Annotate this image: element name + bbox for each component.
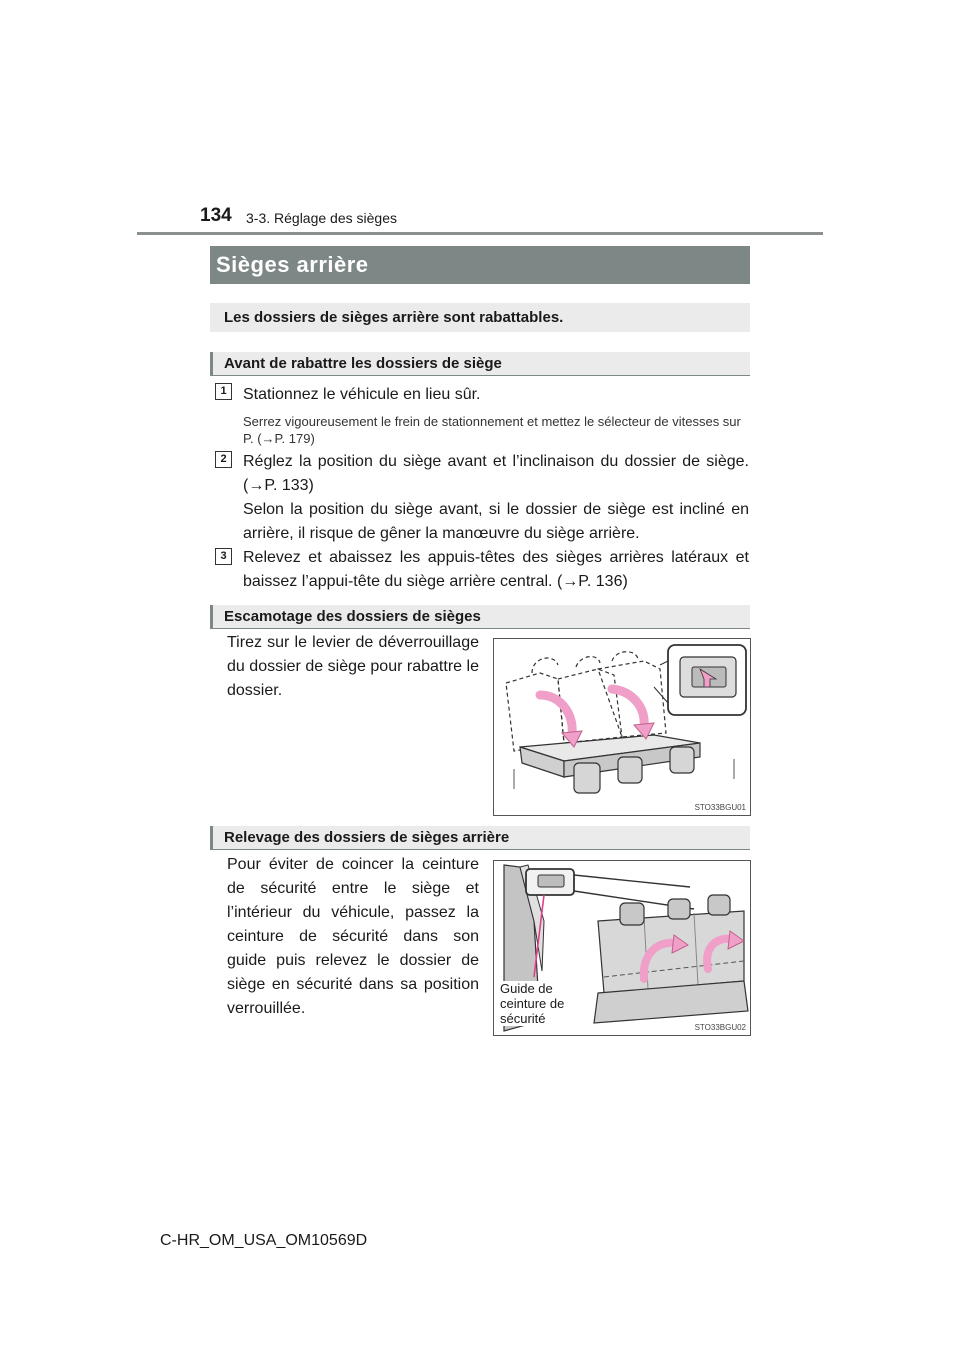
step-3-text: Relevez et abaissez les appuis-têtes des sièges arrières latéraux et baissez l’appui-tête du siège arrière central. (→P. 136) [243,549,749,590]
belt-guide-label: Guide de ceinture de sécurité [500,981,592,1026]
section-heading-before-folding: Avant de rabattre les dossiers de siège [210,352,750,376]
folding-seats-illustration [494,639,750,815]
step-1-text: Stationnez le véhicule en lieu sûr. [243,386,481,403]
section-path: 3-3. Réglage des sièges [246,210,397,226]
page-title: Sièges arrière [210,246,750,284]
figure-code-1: STO33BGU01 [694,803,746,812]
step-1-note: Serrez vigoureusement le frein de stationnement et mettez le sélecteur de vitesses sur P. (→P. 179) [243,414,741,446]
header-rule [137,232,823,235]
step-number-1: 1 [215,383,232,400]
figure-folding-seats [493,638,751,816]
step-number-3: 3 [215,548,232,565]
document-code: C-HR_OM_USA_OM10569D [160,1232,368,1249]
step-2-note: Selon la position du siège avant, si le dossier de siège est incliné en arrière, il risque de gêner la manœuvre du siège arrière. [243,501,749,542]
section-heading-raising: Relevage des dossiers de sièges arrière [210,826,750,850]
step-number-2: 2 [215,451,232,468]
folding-instructions: Tirez sur le levier de déverrouillage du dossier de siège pour rabattre le dossier. [227,634,479,699]
page-number: 134 [200,205,232,226]
raising-instructions: Pour éviter de coincer la ceinture de sécurité entre le siège et l’intérieur du véhicule, passez la ceinture de sécurité dans son guide puis relevez le dossier de siège en sécurité dans sa position verrouillée. [227,856,479,1017]
step-2-text: Réglez la position du siège avant et l’inclinaison du dossier de siège. (→P. 133) [243,453,749,494]
figure-raising-seats [493,860,751,1036]
intro-box: Les dossiers de sièges arrière sont rabattables. [210,303,750,332]
section-heading-folding: Escamotage des dossiers de sièges [210,605,750,629]
figure-code-2: STO33BGU02 [694,1023,746,1032]
